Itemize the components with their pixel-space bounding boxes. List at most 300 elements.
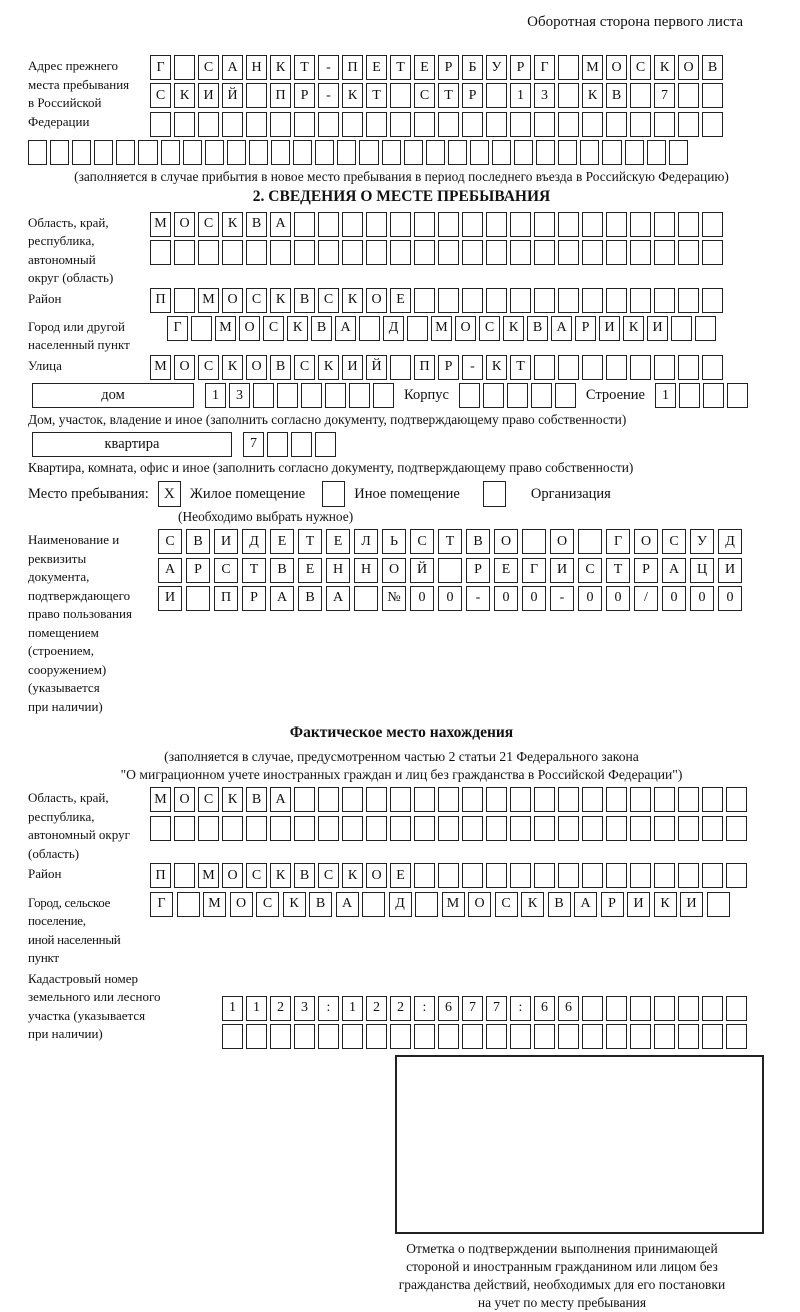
char-box bbox=[342, 787, 363, 812]
document-row-1 bbox=[158, 529, 775, 554]
char-box: У bbox=[690, 529, 714, 554]
char-box bbox=[582, 288, 603, 313]
char-box bbox=[486, 816, 507, 841]
cadastre-label: Кадастровый номер земельного или лесного участка (указывается при наличии) bbox=[28, 970, 161, 1042]
char-box bbox=[390, 1024, 411, 1049]
char-box: Е bbox=[366, 55, 387, 80]
char-box: И bbox=[550, 558, 574, 583]
char-box: А bbox=[270, 787, 291, 812]
char-box: С bbox=[150, 83, 171, 108]
char-box: 3 bbox=[294, 996, 315, 1021]
document-label: Наименование и реквизиты документа, подтверждающего право пользования помещением (строением, сооружением) (указывается при наличии) bbox=[28, 532, 132, 714]
char-box bbox=[606, 240, 627, 265]
char-box bbox=[510, 787, 531, 812]
char-box: Й bbox=[222, 83, 243, 108]
char-box: О bbox=[222, 288, 243, 313]
char-box: 1 bbox=[246, 996, 267, 1021]
char-box bbox=[50, 140, 69, 165]
actual-district-label: Район bbox=[28, 866, 62, 882]
char-box bbox=[702, 112, 723, 137]
char-box bbox=[582, 112, 603, 137]
char-box: М bbox=[198, 288, 219, 313]
char-box bbox=[702, 787, 723, 812]
char-box: Г bbox=[167, 316, 188, 341]
char-box bbox=[534, 288, 555, 313]
char-box: О bbox=[550, 529, 574, 554]
char-box bbox=[270, 240, 291, 265]
apartment-number-cells bbox=[243, 432, 336, 457]
char-box: 0 bbox=[522, 586, 546, 611]
char-box bbox=[438, 112, 459, 137]
char-box bbox=[702, 83, 723, 108]
char-box: - bbox=[462, 355, 483, 380]
char-box: А bbox=[158, 558, 182, 583]
char-box: К bbox=[654, 55, 675, 80]
char-box: С bbox=[662, 529, 686, 554]
char-box: С bbox=[578, 558, 602, 583]
house-number-cells bbox=[205, 383, 394, 408]
char-box bbox=[390, 112, 411, 137]
char-box bbox=[678, 212, 699, 237]
char-box bbox=[654, 355, 675, 380]
char-box bbox=[138, 140, 157, 165]
char-box: В bbox=[246, 212, 267, 237]
char-box bbox=[366, 240, 387, 265]
char-box bbox=[28, 140, 47, 165]
char-box bbox=[438, 1024, 459, 1049]
char-box: М bbox=[150, 787, 171, 812]
char-box bbox=[72, 140, 91, 165]
char-box: А bbox=[574, 892, 597, 917]
char-box: И bbox=[718, 558, 742, 583]
document-row-3 bbox=[158, 586, 775, 611]
char-box bbox=[438, 816, 459, 841]
char-box bbox=[337, 140, 356, 165]
region-field bbox=[28, 212, 775, 288]
char-box: Ь bbox=[382, 529, 406, 554]
char-box bbox=[702, 212, 723, 237]
char-box bbox=[222, 112, 243, 137]
char-box bbox=[534, 816, 555, 841]
char-box bbox=[318, 212, 339, 237]
char-box: М bbox=[150, 355, 171, 380]
char-box bbox=[342, 212, 363, 237]
char-box: 7 bbox=[486, 996, 507, 1021]
char-box bbox=[342, 1024, 363, 1049]
stay-type-option-residential: Жилое помещение bbox=[189, 485, 306, 502]
char-box bbox=[534, 112, 555, 137]
char-box: О bbox=[222, 863, 243, 888]
char-box bbox=[678, 816, 699, 841]
char-box: Л bbox=[354, 529, 378, 554]
char-box: - bbox=[318, 55, 339, 80]
house-row bbox=[28, 383, 775, 408]
char-box bbox=[270, 816, 291, 841]
char-box bbox=[293, 140, 312, 165]
char-box bbox=[558, 355, 579, 380]
char-box: П bbox=[414, 355, 435, 380]
char-box bbox=[198, 112, 219, 137]
char-box bbox=[582, 787, 603, 812]
char-box bbox=[606, 288, 627, 313]
char-box: И bbox=[647, 316, 668, 341]
char-box: Д bbox=[242, 529, 266, 554]
char-box bbox=[582, 240, 603, 265]
char-box bbox=[186, 586, 210, 611]
char-box bbox=[486, 83, 507, 108]
char-box bbox=[301, 383, 322, 408]
district-label: Район bbox=[28, 290, 62, 306]
char-box: С bbox=[214, 558, 238, 583]
char-box bbox=[606, 816, 627, 841]
char-box bbox=[470, 140, 489, 165]
char-box bbox=[602, 140, 621, 165]
char-box bbox=[606, 996, 627, 1021]
char-box bbox=[174, 112, 195, 137]
char-box: 3 bbox=[534, 83, 555, 108]
char-box: 1 bbox=[342, 996, 363, 1021]
char-box bbox=[462, 212, 483, 237]
char-box: К bbox=[623, 316, 644, 341]
char-box bbox=[654, 816, 675, 841]
char-box: В bbox=[311, 316, 332, 341]
char-box: Т bbox=[298, 529, 322, 554]
char-box: К bbox=[222, 787, 243, 812]
char-box bbox=[492, 140, 511, 165]
char-box bbox=[727, 383, 748, 408]
char-box bbox=[174, 863, 195, 888]
char-box bbox=[555, 383, 576, 408]
char-box: А bbox=[662, 558, 686, 583]
char-box bbox=[726, 1024, 747, 1049]
char-box bbox=[150, 816, 171, 841]
char-box bbox=[222, 240, 243, 265]
char-box: - bbox=[466, 586, 490, 611]
char-box: П bbox=[150, 288, 171, 313]
house-caption: Дом, участок, владение и иное (заполнить согласно документу, подтверждающему право собственности) bbox=[28, 411, 627, 427]
char-box: К bbox=[283, 892, 306, 917]
char-box bbox=[702, 288, 723, 313]
char-box bbox=[702, 863, 723, 888]
apartment-caption: Квартира, комната, офис и иное (заполнить согласно документу, подтверждающему право собственности) bbox=[28, 460, 634, 476]
stay-type-label: Место пребывания: bbox=[28, 485, 149, 502]
char-box: С bbox=[256, 892, 279, 917]
char-box: А bbox=[326, 586, 350, 611]
char-box: К bbox=[654, 892, 677, 917]
char-box: 2 bbox=[366, 996, 387, 1021]
char-box bbox=[534, 355, 555, 380]
prev-address-field bbox=[28, 55, 775, 140]
char-box bbox=[459, 383, 480, 408]
apartment-row bbox=[28, 432, 775, 457]
char-box: О bbox=[174, 212, 195, 237]
char-box bbox=[318, 240, 339, 265]
char-box: В bbox=[270, 355, 291, 380]
char-box bbox=[366, 112, 387, 137]
char-box: В bbox=[246, 787, 267, 812]
char-box bbox=[483, 383, 504, 408]
char-box: К bbox=[503, 316, 524, 341]
char-box bbox=[291, 432, 312, 457]
char-box: С bbox=[410, 529, 434, 554]
char-box bbox=[294, 787, 315, 812]
char-box bbox=[318, 787, 339, 812]
char-box: 0 bbox=[578, 586, 602, 611]
char-box bbox=[414, 816, 435, 841]
char-box bbox=[534, 863, 555, 888]
char-box bbox=[671, 316, 692, 341]
char-box bbox=[582, 863, 603, 888]
char-box: 3 bbox=[229, 383, 250, 408]
char-box bbox=[462, 863, 483, 888]
char-box: / bbox=[634, 586, 658, 611]
char-box bbox=[270, 1024, 291, 1049]
char-box bbox=[198, 816, 219, 841]
char-box: : bbox=[414, 996, 435, 1021]
street-label: Улица bbox=[28, 357, 62, 373]
char-box bbox=[161, 140, 180, 165]
char-box: А bbox=[270, 212, 291, 237]
char-box bbox=[510, 288, 531, 313]
char-box: Д bbox=[389, 892, 412, 917]
char-box bbox=[707, 892, 730, 917]
char-box bbox=[510, 816, 531, 841]
char-box bbox=[462, 1024, 483, 1049]
char-box bbox=[404, 140, 423, 165]
char-box bbox=[678, 83, 699, 108]
char-box: К bbox=[222, 212, 243, 237]
char-box bbox=[582, 1024, 603, 1049]
char-box: 7 bbox=[654, 83, 675, 108]
char-box bbox=[654, 1024, 675, 1049]
char-box bbox=[486, 1024, 507, 1049]
char-box: 7 bbox=[462, 996, 483, 1021]
char-box: С bbox=[294, 355, 315, 380]
char-box: 2 bbox=[270, 996, 291, 1021]
char-box bbox=[630, 83, 651, 108]
char-box bbox=[630, 355, 651, 380]
char-box bbox=[438, 558, 462, 583]
char-box bbox=[630, 240, 651, 265]
char-box bbox=[678, 288, 699, 313]
char-box bbox=[726, 863, 747, 888]
char-box bbox=[558, 787, 579, 812]
char-box bbox=[578, 529, 602, 554]
char-box bbox=[678, 355, 699, 380]
char-box: К bbox=[342, 288, 363, 313]
char-box: 0 bbox=[690, 586, 714, 611]
char-box: В bbox=[309, 892, 332, 917]
actual-city-label: Город, сельское поселение, иной населенный пункт bbox=[28, 894, 121, 966]
char-box: К bbox=[342, 863, 363, 888]
char-box: С bbox=[318, 288, 339, 313]
char-box: Т bbox=[438, 529, 462, 554]
char-box bbox=[582, 212, 603, 237]
char-box: Р bbox=[466, 558, 490, 583]
char-box: Б bbox=[462, 55, 483, 80]
char-box: О bbox=[174, 787, 195, 812]
char-box: Т bbox=[294, 55, 315, 80]
char-box bbox=[486, 288, 507, 313]
char-box bbox=[630, 863, 651, 888]
char-box: О bbox=[174, 355, 195, 380]
char-box bbox=[606, 212, 627, 237]
district-row bbox=[150, 288, 775, 313]
char-box: Д bbox=[383, 316, 404, 341]
char-box: Р bbox=[438, 355, 459, 380]
char-box bbox=[414, 1024, 435, 1049]
char-box bbox=[414, 212, 435, 237]
char-box bbox=[342, 816, 363, 841]
char-box bbox=[174, 240, 195, 265]
house-type-box: дом bbox=[32, 383, 194, 408]
char-box: Е bbox=[390, 863, 411, 888]
char-box bbox=[514, 140, 533, 165]
char-box: Н bbox=[354, 558, 378, 583]
char-box: К bbox=[270, 55, 291, 80]
char-box bbox=[325, 383, 346, 408]
char-box bbox=[462, 816, 483, 841]
actual-district-row bbox=[150, 863, 775, 888]
stay-type-note: (Необходимо выбрать нужное) bbox=[178, 509, 354, 525]
char-box: О bbox=[239, 316, 260, 341]
char-box: М bbox=[442, 892, 465, 917]
char-box bbox=[654, 996, 675, 1021]
char-box: О bbox=[455, 316, 476, 341]
stay-type-option-other: Иное помещение bbox=[354, 485, 460, 502]
char-box: 0 bbox=[410, 586, 434, 611]
char-box bbox=[271, 140, 290, 165]
char-box bbox=[373, 383, 394, 408]
char-box: И bbox=[342, 355, 363, 380]
char-box bbox=[702, 996, 723, 1021]
char-box: № bbox=[382, 586, 406, 611]
char-box bbox=[486, 112, 507, 137]
char-box: Г bbox=[522, 558, 546, 583]
char-box: Р bbox=[462, 83, 483, 108]
char-box bbox=[486, 212, 507, 237]
char-box: 0 bbox=[606, 586, 630, 611]
char-box: 1 bbox=[655, 383, 676, 408]
char-box: Е bbox=[390, 288, 411, 313]
city-field bbox=[28, 316, 775, 355]
char-box bbox=[654, 112, 675, 137]
region-label: Область, край, республика, автономный округ (область) bbox=[28, 214, 114, 286]
cadastre-row-1 bbox=[222, 996, 775, 1021]
char-box: С bbox=[495, 892, 518, 917]
char-box: 0 bbox=[494, 586, 518, 611]
stroenie-cells bbox=[655, 383, 748, 408]
char-box bbox=[678, 1024, 699, 1049]
char-box: М bbox=[150, 212, 171, 237]
char-box bbox=[382, 140, 401, 165]
char-box bbox=[462, 112, 483, 137]
char-box: В bbox=[702, 55, 723, 80]
char-box: К bbox=[582, 83, 603, 108]
char-box bbox=[414, 240, 435, 265]
actual-location-caption: (заполняется в случае, предусмотренном частью 2 статьи 21 Федерального закона "О миграционном учете иностранных граждан и лиц без гражданства в Российской Федерации") bbox=[120, 749, 683, 782]
apartment-type-box: квартира bbox=[32, 432, 232, 457]
char-box bbox=[294, 212, 315, 237]
char-box bbox=[174, 55, 195, 80]
char-box bbox=[414, 288, 435, 313]
document-row-2 bbox=[158, 558, 775, 583]
char-box bbox=[183, 140, 202, 165]
char-box bbox=[558, 112, 579, 137]
prev-address-row-3 bbox=[150, 112, 775, 137]
char-box: О bbox=[366, 863, 387, 888]
char-box bbox=[702, 355, 723, 380]
char-box: К bbox=[174, 83, 195, 108]
char-box: В bbox=[298, 586, 322, 611]
char-box bbox=[277, 383, 298, 408]
char-box: И bbox=[214, 529, 238, 554]
char-box: К bbox=[222, 355, 243, 380]
char-box bbox=[679, 383, 700, 408]
char-box bbox=[315, 432, 336, 457]
char-box: М bbox=[431, 316, 452, 341]
char-box bbox=[558, 1024, 579, 1049]
char-box bbox=[558, 212, 579, 237]
char-box: Т bbox=[606, 558, 630, 583]
char-box bbox=[246, 83, 267, 108]
char-box: К bbox=[287, 316, 308, 341]
char-box bbox=[448, 140, 467, 165]
char-box: 1 bbox=[205, 383, 226, 408]
char-box: В bbox=[606, 83, 627, 108]
char-box bbox=[678, 112, 699, 137]
char-box bbox=[507, 383, 528, 408]
char-box bbox=[522, 529, 546, 554]
char-box bbox=[438, 787, 459, 812]
char-box: Г bbox=[150, 55, 171, 80]
actual-region-row-1 bbox=[150, 787, 775, 812]
char-box bbox=[462, 787, 483, 812]
char-box bbox=[558, 140, 577, 165]
char-box bbox=[366, 212, 387, 237]
char-box: О bbox=[366, 288, 387, 313]
char-box bbox=[366, 787, 387, 812]
char-box bbox=[582, 355, 603, 380]
char-box: Т bbox=[438, 83, 459, 108]
char-box: А bbox=[222, 55, 243, 80]
char-box bbox=[227, 140, 246, 165]
char-box bbox=[116, 140, 135, 165]
char-box: С bbox=[414, 83, 435, 108]
stay-type-checkbox-other bbox=[322, 481, 345, 507]
char-box bbox=[531, 383, 552, 408]
cadastre-field bbox=[28, 968, 775, 1053]
char-box: Е bbox=[298, 558, 322, 583]
char-box: П bbox=[214, 586, 238, 611]
char-box: О bbox=[606, 55, 627, 80]
char-box bbox=[342, 112, 363, 137]
char-box: П bbox=[342, 55, 363, 80]
stay-type-checkbox-organization bbox=[483, 481, 506, 507]
char-box: Й bbox=[366, 355, 387, 380]
char-box: С bbox=[198, 55, 219, 80]
char-box: Р bbox=[186, 558, 210, 583]
char-box: П bbox=[270, 83, 291, 108]
char-box bbox=[366, 1024, 387, 1049]
prev-address-label: Адрес прежнего места пребывания в Российской Федерации bbox=[28, 58, 130, 129]
char-box: Н bbox=[326, 558, 350, 583]
prev-address-caption: (заполняется в случае прибытия в новое место пребывания в период последнего въезда в Российскую Федерацию) bbox=[74, 168, 729, 184]
char-box bbox=[205, 140, 224, 165]
char-box: Т bbox=[366, 83, 387, 108]
stay-type-option-organization: Организация bbox=[530, 485, 611, 502]
char-box bbox=[606, 112, 627, 137]
